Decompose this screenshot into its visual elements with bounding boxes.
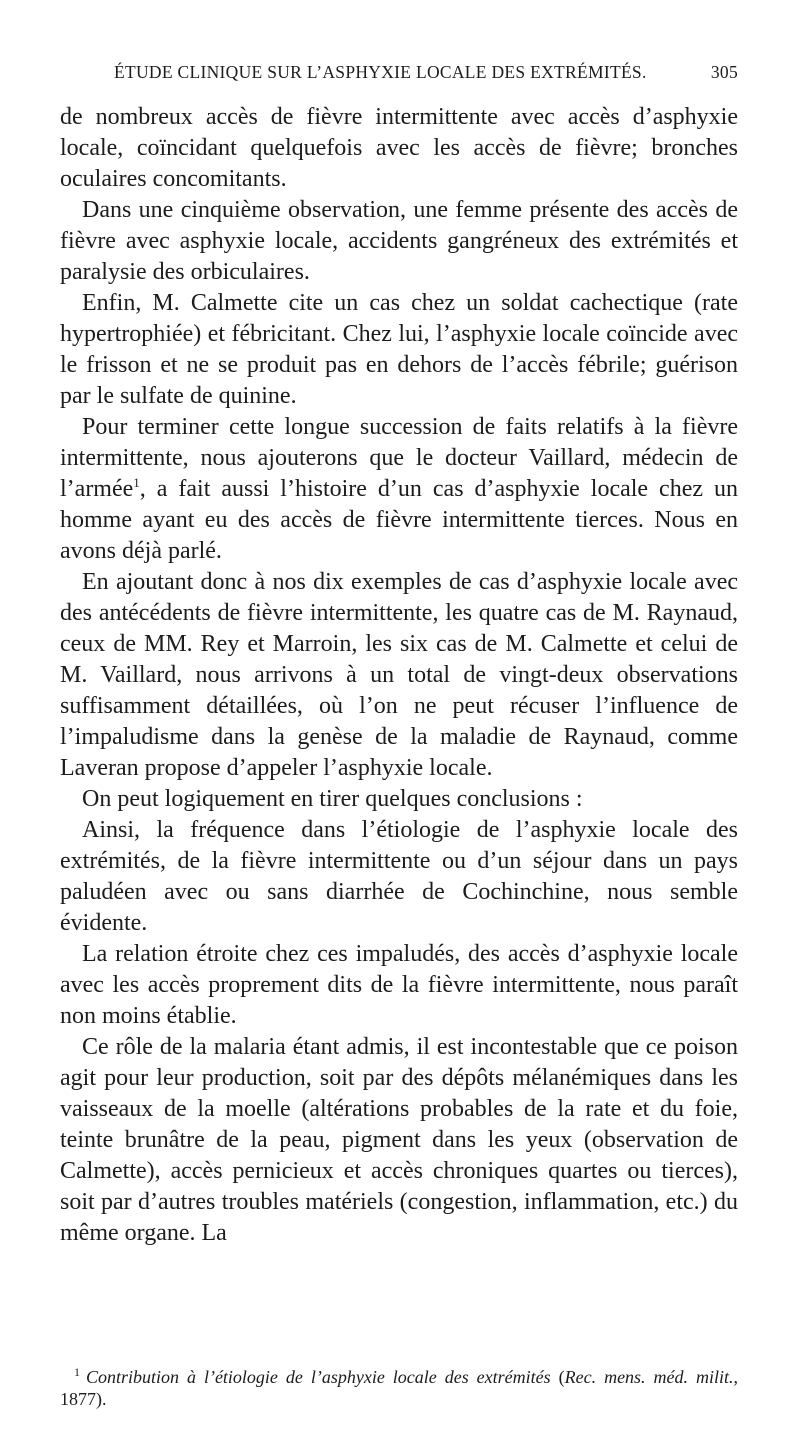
footnote-open-paren: ( <box>558 1367 565 1387</box>
paragraph-conclusions-intro: On peut logiquement en tirer quelques conclusions : <box>82 786 583 812</box>
body-text <box>60 102 738 1249</box>
paragraph-fifth-observation: Dans une cinquième observation, une femme présente des accès de fièvre avec asphyxie locale, accidents gangréneux des extrémités et paralysie des orbiculaires. <box>60 197 738 285</box>
paragraph-vaillard-case <box>60 412 738 567</box>
footnote-number: 1 <box>74 1365 80 1379</box>
footnote-title: Contribution à l’étiologie de l’asphyxie locale des extrémités <box>86 1367 551 1387</box>
paragraph-vaillard-text-after: , a fait aussi l’histoire d’un cas d’asphyxie locale chez un homme ayant eu des accès de fièvre intermittente tierces. Nous en avons déjà parlé. <box>60 476 738 564</box>
footnote <box>60 1366 738 1410</box>
paragraph-vaillard-text-before: Pour terminer cette longue succession de faits relatifs à la fièvre intermittente, nous ajouterons que le docteur Vaillard, médecin de l’armée <box>60 414 738 502</box>
page-number: 305 <box>710 62 738 82</box>
running-title: ÉTUDE CLINIQUE SUR L’ASPHYXIE LOCALE DES EXTRÉMITÉS. <box>114 62 647 82</box>
paragraph-calmette-case: Enfin, M. Calmette cite un cas chez un soldat cachectique (rate hypertrophiée) et fébricitant. Chez lui, l’asphyxie locale coïncide avec le frisson et ne se produit pas en dehors de l’accès fébrile; guérison par le sulfate de quinine. <box>60 290 738 409</box>
paragraph-continuation: de nombreux accès de fièvre intermittente avec accès d’asphyxie locale, coïncidant quelquefois avec les accès de fièvre; bronches oculaires concomitants. <box>60 104 738 192</box>
paragraph-relation: La relation étroite chez ces impaludés, des accès d’asphyxie locale avec les accès proprement dits de la fièvre intermittente, nous paraît non moins établie. <box>60 941 738 1029</box>
footnote-source: Rec. mens. méd. milit. <box>564 1367 734 1387</box>
paragraph-frequency: Ainsi, la fréquence dans l’étiologie de l’asphyxie locale des extrémités, de la fièvre intermittente ou d’un séjour dans un pays paludéen avec ou sans diarrhée de Cochinchine, nous semble évidente. <box>60 817 738 936</box>
paragraph-total-observations: En ajoutant donc à nos dix exemples de cas d’asphyxie locale avec des antécédents de fièvre intermittente, les quatre cas de M. Raynaud, ceux de MM. Rey et Marroin, les six cas de M. Calmette et celui de M. Vaillard, nous arrivons à un total de vingt-deux observations suffisamment détaillées, où l’on ne peut récuser l’influence de l’impaludisme dans la genèse de la maladie de Raynaud, comme Laveran propose d’appeler l’asphyxie locale. <box>60 569 738 781</box>
footnote-close: , 1877). <box>60 1367 738 1409</box>
paragraph-malaria-role: Ce rôle de la malaria étant admis, il est incontestable que ce poison agit pour leur production, soit par des dépôts mélanémiques dans les vaisseaux de la moelle (altérations probables de la rate et du foie, teinte brunâtre de la peau, pigment dans les yeux (observation de Calmette), accès pernicieux et accès chroniques quartes ou tierces), soit par d’autres troubles matériels (congestion, inflammation, etc.) du même organe. La <box>60 1034 738 1246</box>
footnote-reference: 1 <box>133 475 140 490</box>
